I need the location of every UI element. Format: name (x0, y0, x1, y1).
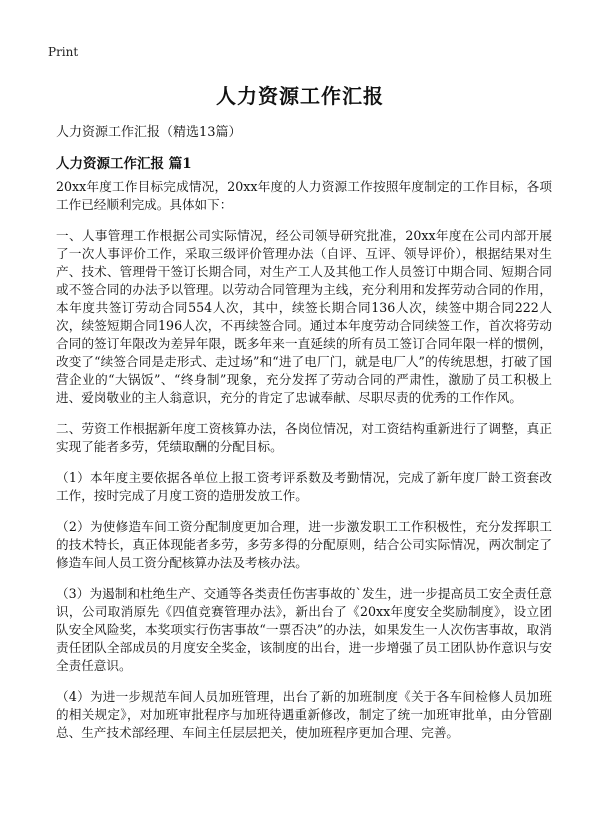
document-subtitle: 人力资源工作汇报（精选13篇） (56, 125, 242, 140)
print-link[interactable]: Print (48, 45, 79, 59)
paragraph-item-1: （1）本年度主要依据各单位上报工资考评系数及考勤情况，完成了新年度厂龄工资套改工作，按时完成了月度工资的造册发放工作。 (56, 470, 552, 503)
paragraph-item-2: （2）为使修造车间工资分配制度更加合理，进一步激发职工工作积极性，充分发挥职工的技术特长，真正体现能者多劳，多劳多得的分配原则，结合公司实际情况，两次制定了修造车间人员工资分配核算办法及考核办法。 (56, 519, 552, 570)
section-heading: 人力资源工作汇报 篇1 (56, 156, 192, 172)
article-body (56, 178, 552, 755)
paragraph-item-3: （3）为遏制和杜绝生产、交通等各类责任伤害事故的`发生，进一步提高员工安全责任意识，公司取消原先《四值竞赛管理办法》，新出台了《20xx年度安全奖励制度》，设立团队安全风险奖，本奖项实行伤害事故“一票否决”的办法，如果发生一人次伤害事故，取消责任团队全部成员的月度安全奖金，该制度的出台，进一步增强了员工团队协作意识与安全责任意识。 (56, 586, 552, 673)
paragraph-personnel-management: 一、人事管理工作根据公司实际情况，经公司领导研究批准，20xx年度在公司内部开展了一次人事评价工作，采取三级评价管理办法（自评、互评、领导评价），根据结果对生产、技术、管理骨干签订长期合同，对生产工人及其他工作人员签订中期合同、短期合同或不签合同的办法予以管理。以劳动合同管理为主线，充分利用和发挥劳动合同的作用，本年度共签订劳动合同554人次，其中，续签长期合同136人次，续签中期合同222人次，续签短期合同196人次，不再续签合同。通过本年度劳动合同续签工作，首次将劳动合同的签订年限改为差异年限，既多年来一直延续的所有员工签订合同年限一样的惯例，改变了“续签合同是走形式、走过场”和“进了电厂门，就是电厂人”的传统思想，打破了国营企业的“大锅饭”、“终身制”现象，充分发挥了劳动合同的严肃性，激励了员工积极上进、爱岗敬业的主人翁意识，充分的肯定了忠诚奉献、尽职尽责的优秀的工作作风。 (56, 228, 552, 405)
paragraph-item-4: （4）为进一步规范车间人员加班管理，出台了新的加班制度《关于各车间检修人员加班的相关规定》，对加班审批程序与加班待遇重新修改，制定了统一加班审批单，由分管副总、生产技术部经理、车间主任层层把关，使加班程序更加合理、完善。 (56, 689, 552, 740)
page-title: 人力资源工作汇报 (216, 84, 384, 108)
paragraph-labor-wages: 二、劳资工作根据新年度工资核算办法，各岗位情况，对工资结构重新进行了调整，真正实现了能者多劳，凭绩取酬的分配目标。 (56, 421, 552, 454)
paragraph-intro: 20xx年度工作目标完成情况，20xx年度的人力资源工作按照年度制定的工作目标，各项工作已经顺利完成。具体如下： (56, 179, 552, 212)
